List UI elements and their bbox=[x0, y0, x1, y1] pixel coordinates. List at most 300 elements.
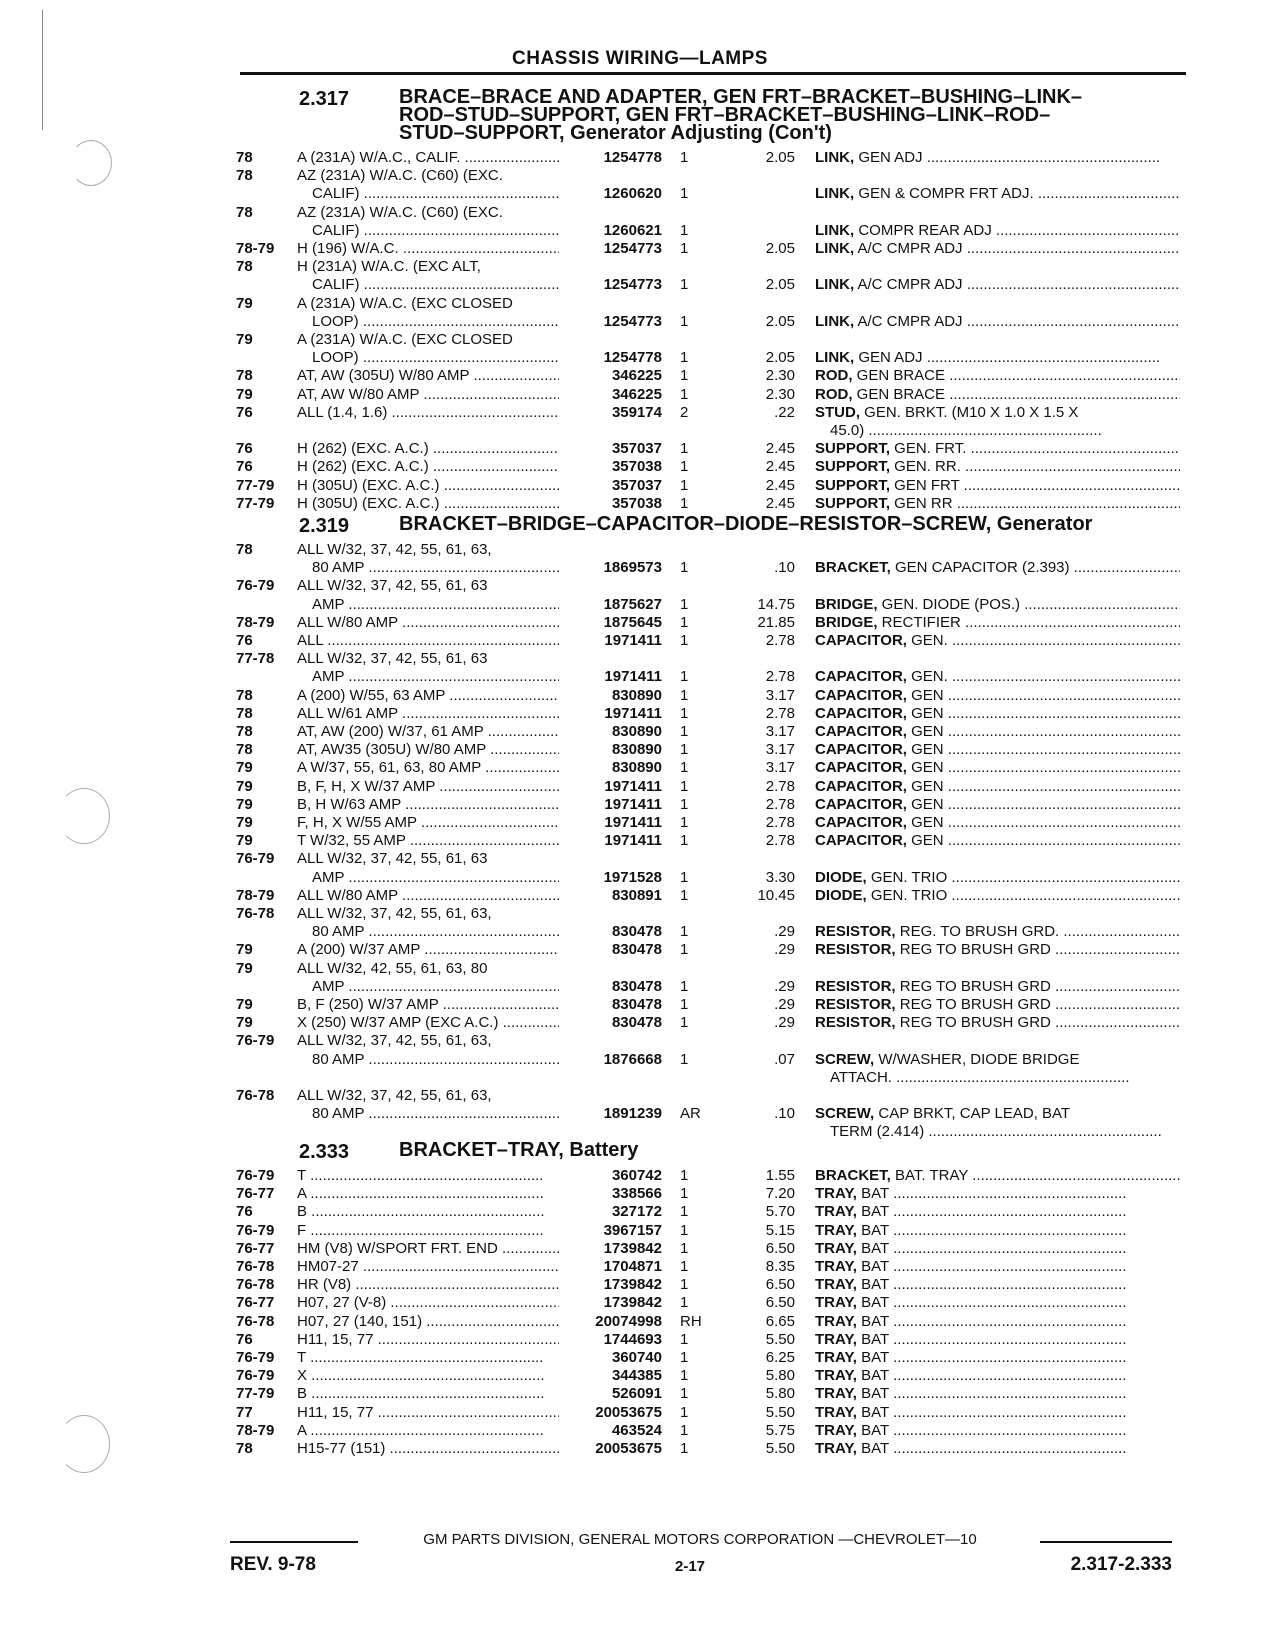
quantity: 1 bbox=[680, 367, 689, 385]
part-description: RESISTOR, REG. TO BRUSH GRD. ..... bbox=[815, 922, 1180, 941]
price: 10.45 bbox=[757, 886, 795, 904]
part-name: SCREW, bbox=[815, 1105, 875, 1123]
part-number: 1739842 bbox=[603, 1294, 662, 1312]
quantity: 2 bbox=[680, 403, 689, 421]
part-number: 1971411 bbox=[604, 632, 662, 649]
application-text: B ..... bbox=[297, 1384, 559, 1403]
quantity: 1 bbox=[680, 741, 689, 759]
model-year: 79 bbox=[236, 814, 253, 831]
part-description: TRAY, BAT ..... bbox=[815, 1366, 1180, 1385]
quantity: 1 bbox=[680, 312, 689, 330]
price: .07 bbox=[774, 1050, 795, 1068]
part-name: LINK, bbox=[815, 349, 855, 367]
part-number: 830478 bbox=[611, 1014, 662, 1032]
quantity: 1 bbox=[680, 777, 689, 795]
part-number: 338566 bbox=[611, 1185, 662, 1203]
application-text: B, F (250) W/37 AMP ..... bbox=[297, 995, 559, 1014]
part-name: SCREW, bbox=[815, 1050, 875, 1068]
quantity: 1 bbox=[680, 632, 689, 649]
price: 5.50 bbox=[765, 1330, 795, 1348]
table-row-line bbox=[0, 239, 1280, 258]
quantity: 1 bbox=[680, 1294, 689, 1312]
quantity: 1 bbox=[680, 1014, 689, 1032]
application-text: H (262) (EXC. A.C.) ..... bbox=[297, 439, 559, 458]
table-row-line bbox=[0, 940, 1280, 959]
model-year: 77-78 bbox=[236, 650, 275, 668]
table-row-line bbox=[0, 421, 1280, 440]
part-description: LINK, GEN ADJ ..... bbox=[815, 148, 1180, 167]
table-row-line bbox=[0, 995, 1280, 1014]
part-name: TRAY, bbox=[815, 1330, 857, 1348]
application-text: AZ (231A) W/A.C. (C60) (EXC. bbox=[297, 203, 503, 221]
part-number: 1254773 bbox=[603, 240, 662, 257]
part-description: TRAY, BAT ..... bbox=[815, 1221, 1180, 1240]
application-text: ALL W/80 AMP ..... bbox=[297, 886, 559, 905]
section-title bbox=[399, 1141, 1179, 1159]
quantity: 1 bbox=[680, 613, 689, 631]
application-text: AT, AW (200) W/37, 61 AMP ..... bbox=[297, 722, 559, 741]
quantity: 1 bbox=[680, 996, 689, 1013]
part-description: CAPACITOR, GEN ..... bbox=[815, 831, 1180, 850]
model-year: 76-78 bbox=[236, 905, 275, 922]
model-year: 78 bbox=[236, 741, 253, 759]
quantity: AR bbox=[680, 1105, 701, 1123]
quantity: 1 bbox=[680, 1258, 689, 1275]
part-description: LINK, COMPR REAR ADJ ..... bbox=[815, 221, 1180, 240]
quantity: 1 bbox=[680, 1203, 689, 1221]
table-row-line bbox=[0, 203, 1280, 222]
part-description: BRACKET, BAT. TRAY ..... bbox=[815, 1166, 1180, 1185]
part-description: LINK, GEN & COMPR FRT ADJ. ..... bbox=[815, 184, 1180, 203]
application-text: AMP ..... bbox=[312, 667, 559, 686]
table-row-line bbox=[0, 667, 1280, 686]
part-description: LINK, A/C CMPR ADJ ..... bbox=[815, 275, 1180, 294]
quantity: 1 bbox=[680, 1167, 689, 1184]
table-row-line bbox=[0, 1330, 1280, 1349]
price: 3.17 bbox=[765, 686, 795, 704]
table-row-line bbox=[0, 1348, 1280, 1367]
part-name: LINK, bbox=[815, 221, 855, 239]
application-text: 80 AMP ..... bbox=[312, 558, 559, 577]
part-number: 344385 bbox=[611, 1367, 662, 1385]
quantity: 1 bbox=[680, 1440, 689, 1457]
part-description: TRAY, BAT ..... bbox=[815, 1184, 1180, 1203]
table-row-line bbox=[0, 904, 1280, 923]
quantity: 1 bbox=[680, 759, 689, 777]
part-name: TRAY, bbox=[815, 1276, 857, 1294]
table-row-line bbox=[0, 439, 1280, 458]
table-row-line bbox=[0, 558, 1280, 577]
price: 2.78 bbox=[765, 814, 795, 831]
price: 2.05 bbox=[765, 312, 795, 330]
part-number: 1875645 bbox=[603, 613, 662, 631]
application-text: A (200) W/55, 63 AMP ..... bbox=[297, 686, 559, 705]
table-row-line bbox=[0, 613, 1280, 632]
application-text: F, H, X W/55 AMP ..... bbox=[297, 813, 559, 832]
price: 8.35 bbox=[765, 1258, 795, 1275]
price: 2.78 bbox=[765, 795, 795, 813]
part-number: 1869573 bbox=[603, 559, 662, 577]
table-row-line bbox=[0, 649, 1280, 668]
part-number: 526091 bbox=[611, 1385, 662, 1403]
price: 5.80 bbox=[765, 1385, 795, 1403]
table-row-line bbox=[0, 166, 1280, 185]
footer-publisher: GM PARTS DIVISION, GENERAL MOTORS CORPORATION —CHEVROLET—10 bbox=[423, 1531, 977, 1548]
application-text: H07, 27 (140, 151) ..... bbox=[297, 1312, 559, 1331]
application-text: H (231A) W/A.C. (EXC ALT, bbox=[297, 258, 481, 276]
part-description: TRAY, BAT ..... bbox=[815, 1403, 1180, 1422]
part-number: 1254773 bbox=[603, 276, 662, 294]
part-name: TRAY, bbox=[815, 1203, 857, 1221]
quantity: 1 bbox=[680, 814, 689, 831]
part-description: CAPACITOR, GEN ..... bbox=[815, 704, 1180, 723]
table-row-line bbox=[0, 1122, 1280, 1141]
section-number: 2.333 bbox=[299, 1141, 350, 1163]
quantity: 1 bbox=[680, 349, 689, 367]
part-name: BRIDGE, bbox=[815, 595, 878, 613]
table-row-line bbox=[0, 540, 1280, 559]
part-number: 357038 bbox=[611, 494, 662, 512]
table-row-line bbox=[0, 813, 1280, 832]
model-year: 79 bbox=[236, 832, 253, 850]
model-year: 76-78 bbox=[236, 1276, 275, 1294]
price: 2.30 bbox=[765, 385, 795, 403]
quantity: 1 bbox=[680, 240, 689, 257]
part-description: LINK, A/C CMPR ADJ ..... bbox=[815, 239, 1180, 258]
price: 6.65 bbox=[765, 1312, 795, 1330]
part-description: STUD, GEN. BRKT. (M10 X 1.0 X 1.5 X bbox=[815, 403, 1079, 421]
application-text: AMP ..... bbox=[312, 595, 559, 614]
model-year: 76 bbox=[236, 1330, 253, 1348]
part-description: TRAY, BAT ..... bbox=[815, 1330, 1180, 1349]
part-description: SCREW, W/WASHER, DIODE BRIDGE bbox=[815, 1050, 1080, 1068]
model-year: 76-79 bbox=[236, 1032, 275, 1050]
price: .29 bbox=[774, 996, 795, 1013]
quantity: 1 bbox=[680, 668, 689, 686]
part-description: ROD, GEN BRACE ..... bbox=[815, 366, 1180, 385]
price: .10 bbox=[774, 559, 795, 577]
model-year: 78 bbox=[236, 723, 253, 740]
part-description: LINK, GEN ADJ ..... bbox=[815, 348, 1180, 367]
price: 5.70 bbox=[765, 1203, 795, 1221]
part-name: CAPACITOR, bbox=[815, 777, 907, 795]
quantity: 1 bbox=[680, 832, 689, 850]
table-row-line bbox=[0, 1366, 1280, 1385]
application-text: A ..... bbox=[297, 1421, 559, 1440]
part-number: 830478 bbox=[611, 941, 662, 959]
part-number: 1971528 bbox=[603, 868, 662, 886]
application-text: ALL W/32, 37, 42, 55, 61, 63 bbox=[297, 577, 488, 595]
model-year: 76-77 bbox=[236, 1185, 275, 1203]
model-year: 78-79 bbox=[236, 886, 275, 904]
application-text: T ..... bbox=[297, 1166, 559, 1185]
application-text: 80 AMP ..... bbox=[312, 1104, 559, 1123]
part-name: CAPACITOR, bbox=[815, 632, 907, 649]
price: 3.30 bbox=[765, 868, 795, 886]
part-name: CAPACITOR, bbox=[815, 741, 907, 759]
part-name: TRAY, bbox=[815, 1385, 857, 1403]
quantity: 1 bbox=[680, 1403, 689, 1421]
footer-section-range: 2.317-2.333 bbox=[1070, 1554, 1172, 1575]
part-number: 1704871 bbox=[603, 1258, 662, 1275]
table-row-line bbox=[0, 977, 1280, 996]
table-row-line bbox=[0, 631, 1280, 650]
model-year: 79 bbox=[236, 1014, 253, 1032]
part-description-cont: TERM (2.414) ..... bbox=[830, 1122, 1180, 1141]
price: 2.78 bbox=[765, 704, 795, 722]
table-row-line bbox=[0, 1031, 1280, 1050]
table-row-line bbox=[0, 1184, 1280, 1203]
part-number: 1260620 bbox=[603, 185, 662, 203]
model-year: 76-77 bbox=[236, 1239, 275, 1257]
price: 2.05 bbox=[765, 149, 795, 166]
application-text: A (231A) W/A.C. (EXC CLOSED bbox=[297, 294, 513, 312]
part-description: CAPACITOR, GEN ..... bbox=[815, 758, 1180, 777]
model-year: 76 bbox=[236, 458, 253, 476]
part-name: SUPPORT, bbox=[815, 440, 891, 458]
table-row-line bbox=[0, 1239, 1280, 1258]
part-name: CAPACITOR, bbox=[815, 759, 907, 777]
part-description: CAPACITOR, GEN. ..... bbox=[815, 667, 1180, 686]
table-row-line bbox=[0, 686, 1280, 705]
part-name: BRACKET, bbox=[815, 1167, 891, 1184]
application-text: ALL W/32, 37, 42, 55, 61, 63 bbox=[297, 850, 488, 868]
model-year: 78 bbox=[236, 367, 253, 385]
quantity: 1 bbox=[680, 276, 689, 294]
application-text: B, H W/63 AMP ..... bbox=[297, 795, 559, 814]
application-text: LOOP) ..... bbox=[312, 312, 559, 331]
model-year: 76-78 bbox=[236, 1087, 275, 1104]
part-description: TRAY, BAT ..... bbox=[815, 1202, 1180, 1221]
model-year: 77 bbox=[236, 1403, 253, 1421]
table-row-line bbox=[0, 385, 1280, 404]
application-text: H (196) W/A.C. ..... bbox=[297, 239, 559, 258]
part-name: DIODE, bbox=[815, 886, 867, 904]
section-number: 2.319 bbox=[299, 515, 350, 537]
table-row-line bbox=[0, 348, 1280, 367]
section-title bbox=[399, 515, 1179, 533]
part-description: CAPACITOR, GEN ..... bbox=[815, 740, 1180, 759]
model-year: 78-79 bbox=[236, 240, 275, 257]
application-text: H07, 27 (V-8) ..... bbox=[297, 1293, 559, 1312]
part-description: SUPPORT, GEN. RR. ..... bbox=[815, 457, 1180, 476]
quantity: 1 bbox=[680, 1276, 689, 1294]
table-row-line bbox=[0, 1202, 1280, 1221]
quantity: 1 bbox=[680, 723, 689, 740]
part-name: BRIDGE, bbox=[815, 613, 878, 631]
part-number: 1875627 bbox=[603, 595, 662, 613]
application-text: B ..... bbox=[297, 1202, 559, 1221]
part-name: SUPPORT, bbox=[815, 494, 891, 512]
application-text: 80 AMP ..... bbox=[312, 922, 559, 941]
table-row-line bbox=[0, 1166, 1280, 1185]
part-description: TRAY, BAT ..... bbox=[815, 1348, 1180, 1367]
table-row-line bbox=[0, 1050, 1280, 1069]
part-description: CAPACITOR, GEN. ..... bbox=[815, 631, 1180, 650]
price: .29 bbox=[774, 1014, 795, 1032]
quantity: 1 bbox=[680, 185, 689, 203]
application-text: AZ (231A) W/A.C. (C60) (EXC. bbox=[297, 167, 503, 185]
part-description: BRACKET, GEN CAPACITOR (2.393) ..... bbox=[815, 558, 1180, 577]
part-description: TRAY, BAT ..... bbox=[815, 1293, 1180, 1312]
part-name: RESISTOR, bbox=[815, 977, 896, 995]
application-text: H11, 15, 77 ..... bbox=[297, 1403, 559, 1422]
part-number: 830890 bbox=[611, 759, 662, 777]
part-number: 830478 bbox=[611, 977, 662, 995]
price: 2.78 bbox=[765, 832, 795, 850]
part-name: TRAY, bbox=[815, 1312, 857, 1330]
table-row-line bbox=[0, 330, 1280, 349]
part-description: TRAY, BAT ..... bbox=[815, 1239, 1180, 1258]
part-description: RESISTOR, REG TO BRUSH GRD ..... bbox=[815, 995, 1180, 1014]
price: 2.45 bbox=[765, 440, 795, 458]
price: .29 bbox=[774, 941, 795, 959]
part-description: ROD, GEN BRACE ..... bbox=[815, 385, 1180, 404]
model-year: 76-79 bbox=[236, 1221, 275, 1239]
part-description: SUPPORT, GEN. FRT. ..... bbox=[815, 439, 1180, 458]
model-year: 78 bbox=[236, 203, 253, 221]
application-text: A (231A) W/A.C. (EXC CLOSED bbox=[297, 331, 513, 348]
quantity: 1 bbox=[680, 1367, 689, 1385]
model-year: 78 bbox=[236, 541, 253, 558]
part-description: BRIDGE, RECTIFIER ..... bbox=[815, 613, 1180, 632]
part-number: 346225 bbox=[611, 385, 662, 403]
application-text: ALL W/32, 37, 42, 55, 61, 63, bbox=[297, 1087, 492, 1104]
part-description: CAPACITOR, GEN ..... bbox=[815, 777, 1180, 796]
quantity: 1 bbox=[680, 1349, 689, 1366]
part-name: RESISTOR, bbox=[815, 923, 896, 941]
model-year: 76 bbox=[236, 632, 253, 649]
part-number: 1876668 bbox=[603, 1050, 662, 1068]
part-description: SUPPORT, GEN RR ..... bbox=[815, 494, 1180, 513]
application-text: A (200) W/37 AMP ..... bbox=[297, 940, 559, 959]
model-year: 79 bbox=[236, 331, 253, 348]
table-row-line bbox=[0, 1221, 1280, 1240]
quantity: 1 bbox=[680, 795, 689, 813]
application-text: HR (V8) ..... bbox=[297, 1275, 559, 1294]
table-row-line bbox=[0, 1312, 1280, 1331]
part-name: TRAY, bbox=[815, 1403, 857, 1421]
part-name: LINK, bbox=[815, 276, 855, 294]
part-description: TRAY, BAT ..... bbox=[815, 1384, 1180, 1403]
model-year: 76-78 bbox=[236, 1258, 275, 1275]
quantity: 1 bbox=[680, 440, 689, 458]
model-year: 79 bbox=[236, 959, 253, 977]
quantity: 1 bbox=[680, 149, 689, 166]
model-year: 79 bbox=[236, 996, 253, 1013]
part-name: TRAY, bbox=[815, 1440, 857, 1457]
application-text: ALL W/80 AMP ..... bbox=[297, 613, 559, 632]
quantity: 1 bbox=[680, 595, 689, 613]
quantity: 1 bbox=[680, 385, 689, 403]
model-year: 79 bbox=[236, 385, 253, 403]
price: .29 bbox=[774, 923, 795, 941]
table-row-line bbox=[0, 831, 1280, 850]
footer-revision: REV. 9-78 bbox=[230, 1554, 316, 1575]
part-name: RESISTOR, bbox=[815, 996, 896, 1013]
part-name: TRAY, bbox=[815, 1367, 857, 1385]
part-description: DIODE, GEN. TRIO ..... bbox=[815, 886, 1180, 905]
section-title bbox=[399, 88, 1179, 142]
quantity: 1 bbox=[680, 559, 689, 577]
price: 2.78 bbox=[765, 632, 795, 649]
table-row-line bbox=[0, 403, 1280, 422]
part-number: 1971411 bbox=[604, 795, 662, 813]
part-name: TRAY, bbox=[815, 1258, 857, 1275]
table-row-line bbox=[0, 1384, 1280, 1403]
part-name: CAPACITOR, bbox=[815, 832, 907, 850]
section-title-line: BRACKET–BRIDGE–CAPACITOR–DIODE–RESISTOR–SCREW, Generator bbox=[399, 513, 1093, 535]
price: 3.17 bbox=[765, 759, 795, 777]
part-number: 357038 bbox=[611, 458, 662, 476]
application-text: X ..... bbox=[297, 1366, 559, 1385]
part-name: CAPACITOR, bbox=[815, 723, 907, 740]
application-text: A ..... bbox=[297, 1184, 559, 1203]
price: 2.45 bbox=[765, 476, 795, 494]
part-name: SUPPORT, bbox=[815, 476, 891, 494]
quantity: 1 bbox=[680, 1239, 689, 1257]
application-text: B, F, H, X W/37 AMP ..... bbox=[297, 777, 559, 796]
part-description: CAPACITOR, GEN ..... bbox=[815, 795, 1180, 814]
margin-rule bbox=[42, 10, 43, 130]
application-text: HM07-27 ..... bbox=[297, 1257, 559, 1276]
part-description: CAPACITOR, GEN ..... bbox=[815, 686, 1180, 705]
model-year: 76-79 bbox=[236, 1367, 275, 1385]
model-year: 79 bbox=[236, 777, 253, 795]
application-text: T ..... bbox=[297, 1348, 559, 1367]
application-text: CALIF) ..... bbox=[312, 275, 559, 294]
part-number: 1254773 bbox=[603, 312, 662, 330]
part-name: SUPPORT, bbox=[815, 458, 891, 476]
quantity: RH bbox=[680, 1312, 702, 1330]
part-number: 1891239 bbox=[603, 1105, 662, 1123]
part-name: LINK, bbox=[815, 185, 855, 203]
part-description: RESISTOR, REG TO BRUSH GRD ..... bbox=[815, 977, 1180, 996]
table-row-line bbox=[0, 1257, 1280, 1276]
price: 6.50 bbox=[765, 1239, 795, 1257]
price: 2.05 bbox=[765, 240, 795, 257]
model-year: 78 bbox=[236, 1440, 253, 1457]
model-year: 76-79 bbox=[236, 1349, 275, 1366]
application-text: ALL W/32, 42, 55, 61, 63, 80 bbox=[297, 959, 488, 977]
application-text: CALIF) ..... bbox=[312, 184, 559, 203]
price: 14.75 bbox=[757, 595, 795, 613]
part-number: 830890 bbox=[611, 723, 662, 740]
part-number: 830891 bbox=[611, 886, 662, 904]
part-description: CAPACITOR, GEN ..... bbox=[815, 722, 1180, 741]
part-name: CAPACITOR, bbox=[815, 795, 907, 813]
application-text: ALL W/32, 37, 42, 55, 61, 63 bbox=[297, 650, 488, 668]
part-number: 1260621 bbox=[603, 221, 662, 239]
table-row-line bbox=[0, 959, 1280, 978]
price: 2.45 bbox=[765, 458, 795, 476]
application-text: AMP ..... bbox=[312, 977, 559, 996]
model-year: 76 bbox=[236, 440, 253, 458]
part-number: 830478 bbox=[611, 996, 662, 1013]
table-row-line bbox=[0, 1439, 1280, 1458]
part-number: 830478 bbox=[611, 923, 662, 941]
quantity: 1 bbox=[680, 686, 689, 704]
section-title-line: BRACE–BRACE AND ADAPTER, GEN FRT–BRACKET–BUSHING–LINK– bbox=[399, 86, 1083, 108]
application-text: T W/32, 55 AMP ..... bbox=[297, 831, 559, 850]
part-description: RESISTOR, REG TO BRUSH GRD ..... bbox=[815, 1013, 1180, 1032]
quantity: 1 bbox=[680, 941, 689, 959]
table-row-line bbox=[0, 312, 1280, 331]
part-description: SCREW, CAP BRKT, CAP LEAD, BAT bbox=[815, 1105, 1071, 1123]
table-row-line bbox=[0, 366, 1280, 385]
price: 5.50 bbox=[765, 1440, 795, 1457]
application-text: F ..... bbox=[297, 1221, 559, 1240]
